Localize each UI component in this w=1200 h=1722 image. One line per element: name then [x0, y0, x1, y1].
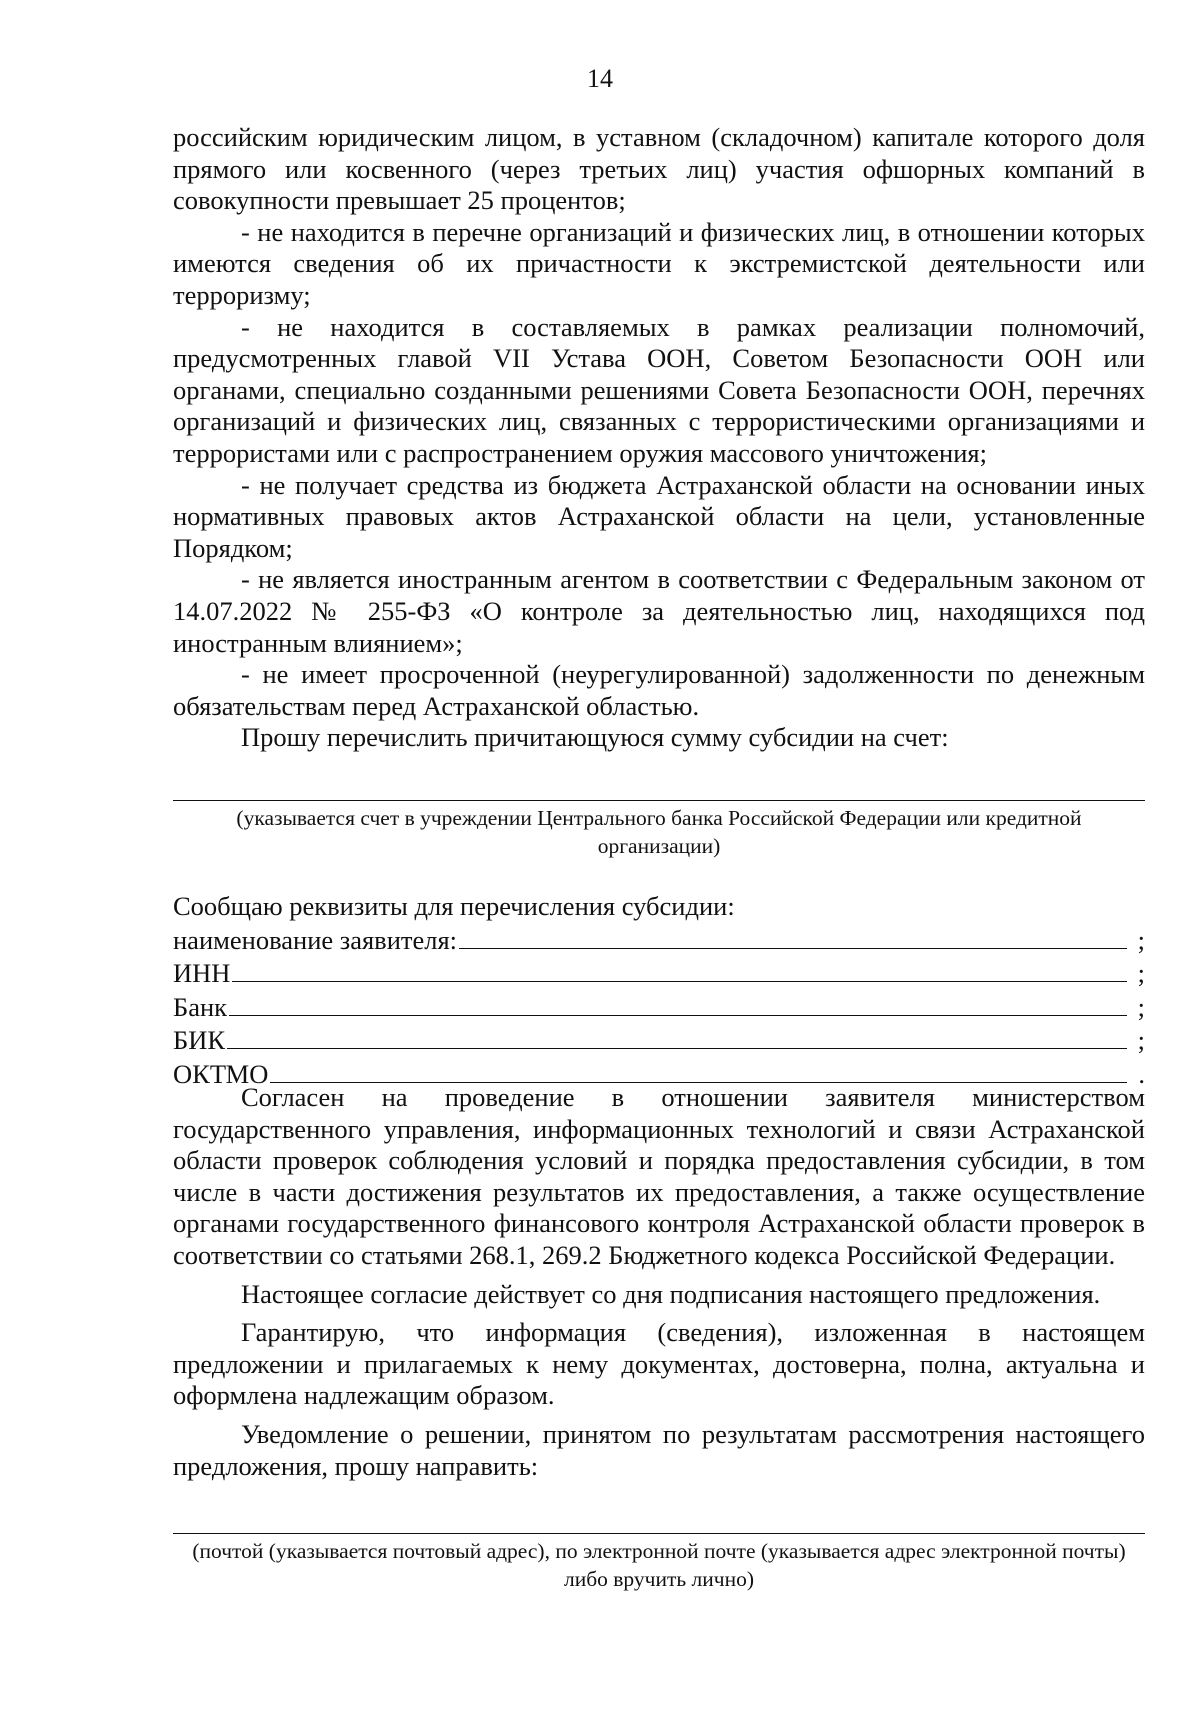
page-number: 14 — [587, 64, 613, 93]
field-blank-line — [459, 927, 1127, 949]
requisites-heading: Сообщаю реквизиты для перечисления субсидии: — [173, 891, 735, 921]
account-blank-line — [173, 800, 1145, 801]
field-label: наименование заявителя: — [173, 924, 457, 955]
condition-item: - не находится в перечне организаций и физических лиц, в отношении которых имеются сведения об их причастности к экстремистской деятельности или терроризму; — [173, 216, 1145, 310]
field-terminator: ; — [1137, 1025, 1145, 1055]
delivery-note: (почтой (указывается почтовый адрес), по электронной почте (указывается адрес электронной почты) либо вручить лично) — [192, 1539, 1126, 1591]
condition-item: - не получает средства из бюджета Астраханской области на основании иных нормативных правовых актов Астраханской области на цели, установленные Порядком; — [173, 469, 1145, 563]
field-terminator: ; — [1137, 924, 1145, 955]
condition-item: - не имеет просроченной (неурегулированной) задолженности по денежным обязательствам перед Астраханской областью. — [173, 659, 1145, 721]
delivery-blank-line — [173, 1533, 1145, 1534]
field-inn — [173, 957, 1145, 991]
field-label: ИНН — [173, 958, 231, 988]
field-bank — [173, 991, 1145, 1025]
field-label: Банк — [173, 991, 228, 1022]
consent-section — [173, 1082, 1145, 1482]
conditions-section — [173, 122, 1145, 754]
transfer-request: Прошу перечислить причитающуюся сумму субсидии на счет: — [241, 722, 949, 753]
field-label: ОКТМО — [173, 1058, 269, 1089]
account-note: (указывается счет в учреждении Центрального банка Российской Федерации или кредитной организации) — [236, 806, 1082, 858]
consent-validity: Настоящее согласие действует со дня подписания настоящего предложения. — [241, 1278, 1101, 1309]
field-terminator: ; — [1137, 991, 1145, 1022]
consent-paragraph: Согласен на проведение в отношении заявителя министерством государственного управления, информационных технологий и связи Астраханской области проверок соблюдения условий и порядка предоставления субсидии, в том числе в части достижения результатов их предоставления, а также осуществление органами государственного финансового контроля Астраханской области проверок в соответствии со статьями 268.1, 269.2 Бюджетного кодекса Российской Федерации. — [173, 1082, 1145, 1270]
guarantee-paragraph: Гарантирую, что информация (сведения), изложенная в настоящем предложении и прилагаемых к нему документах, достоверна, полна, актуальна и оформлена надлежащим образом. — [173, 1317, 1145, 1411]
field-blank-line — [232, 960, 1127, 982]
field-applicant-name — [173, 924, 1145, 958]
field-blank-line — [229, 994, 1127, 1016]
intro-paragraph: российским юридическим лицом, в уставном (складочном) капитале которого доля прямого или косвенного (через третьих лиц) участия офшорных компаний в совокупности превышает 25 процентов; — [173, 122, 1145, 216]
field-blank-line — [227, 1027, 1127, 1049]
condition-item: - не находится в составляемых в рамках реализации полномочий, предусмотренных главой VII Устава ООН, Советом Безопасности ООН или органами, специально созданными решениями Совета Безопасности ООН, перечнях организаций и физических лиц, связанных с террористическими организациями и террористами или с распространением оружия массового уничтожения; — [173, 311, 1145, 468]
notification-request: Уведомление о решении, принятом по результатам рассмотрения настоящего предложения, прошу направить: — [173, 1418, 1145, 1481]
field-terminator: . — [1138, 1058, 1145, 1089]
field-terminator: ; — [1137, 958, 1145, 988]
requisites-section — [173, 890, 1145, 1091]
field-bik — [173, 1024, 1145, 1058]
condition-item: - не является иностранным агентом в соответствии с Федеральным законом от 14.07.2022 № 255-ФЗ «О контроле за деятельностью лиц, находящихся под иностранным влиянием»; — [173, 564, 1145, 658]
field-label: БИК — [173, 1025, 226, 1055]
field-blank-line — [270, 1061, 1127, 1083]
